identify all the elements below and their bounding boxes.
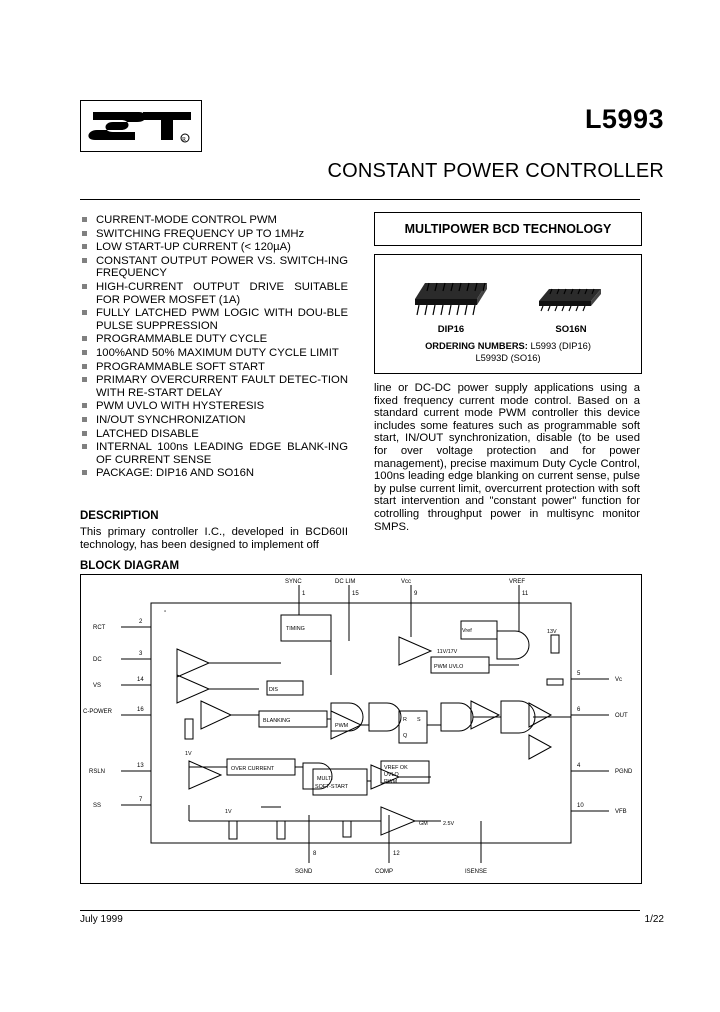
list-item [80,241,348,254]
package-label: SO16N [555,324,587,335]
list-item [80,281,348,306]
bullet-icon [82,444,87,449]
block-label-timing: TIMING [286,626,305,632]
description-left-text: This primary controller I.C., developed in BCD60II technology, has been designed to implement off [80,526,348,551]
bullet-icon [82,364,87,369]
block-label-pwm2: PWM [384,779,398,785]
list-item [80,467,348,480]
pin-num-rsln: 13 [137,763,144,769]
ordering-title: ORDERING NUMBERS: [425,341,528,351]
block-label-r: R [403,717,407,723]
block-label-1v: 1V [185,751,192,757]
ordering-numbers-line2 [375,353,641,363]
block-label-pwm: PWM [335,723,349,729]
bullet-icon [82,403,87,408]
feature-text: PACKAGE: DIP16 AND SO16N [96,467,255,480]
pin-num-vref: 11 [522,591,529,597]
feature-text: SWITCHING FREQUENCY UP TO 1MHz [96,227,305,240]
part-number: L5993 [584,104,664,134]
bullet-icon [82,350,87,355]
bullet-icon [82,431,87,436]
block-label-25v: 2.5V [443,821,455,827]
feature-text: PROGRAMMABLE SOFT START [96,360,265,373]
block-label-1117v: 11V/17V [437,649,458,655]
bullet-icon [82,258,87,263]
block-label-uvlo: UVLO [384,772,399,778]
pin-num-sgnd: 8 [313,851,317,857]
bullet-icon [82,284,87,289]
description-heading: DESCRIPTION [80,510,159,522]
block-label-vref-ok: VREF OK [384,765,408,771]
technology-box [374,212,642,246]
package-label: DIP16 [437,324,465,335]
pin-label-comp: COMP [375,869,393,875]
bullet-icon [82,217,87,222]
pin-label-rsln: RSLN [89,769,106,775]
block-label-s: S [417,717,421,723]
list-item [80,361,348,374]
feature-text: LATCHED DISABLE [96,427,199,440]
ordering-numbers-line1 [375,341,641,351]
list-item [80,400,348,413]
package-so16n [525,273,617,335]
feature-text: 100%AND 50% MAXIMUM DUTY CYCLE LIMIT [96,346,339,359]
pin-num-dc-lim: 15 [352,591,359,597]
pin-label-vfb: VFB [615,809,627,815]
bullet-icon [82,231,87,236]
list-item [80,428,348,441]
block-label-gm: GM [419,821,428,827]
feature-text: INTERNAL 100ns LEADING EDGE BLANK-ING OF CURRENT SENSE [96,441,348,466]
pin-label-vcc: Vcc [401,579,412,585]
feature-text: CONSTANT OUTPUT POWER VS. SWITCH-ING FREQUENCY [96,254,348,280]
pin-num-c-power: 16 [137,707,144,713]
block-label-q: Q [403,733,408,739]
pin-num-vc: 5 [577,671,581,677]
block-label-pwm-uvlo: PWM UVLO [434,664,464,670]
pin-label-c-power: C-POWER [83,709,112,715]
st-logo-icon [87,106,195,146]
page-title: CONSTANT POWER CONTROLLER [327,160,664,182]
list-item [80,414,348,427]
page-sheet [56,22,664,990]
feature-text: PRIMARY OVERCURRENT FAULT DETEC-TION WITH RE-START DELAY [96,374,348,399]
pin-label-pgnd: PGND [615,769,633,775]
st-logo [80,100,202,152]
ordering-value-1: L5993 (DIP16) [527,341,591,351]
pin-label-sync: SYNC [285,579,302,585]
pin-num-vs: 14 [137,677,144,683]
pin-label-vs: VS [93,683,102,689]
list-item [80,374,348,399]
feature-text: IN/OUT SYNCHRONIZATION [96,413,246,426]
list-item [80,347,348,360]
feature-list [80,214,348,481]
bullet-icon [82,377,87,382]
feature-text: HIGH-CURRENT OUTPUT DRIVE SUITABLE FOR POWER MOSFET (1A) [96,280,348,306]
list-item [80,441,348,466]
bullet-icon [82,470,87,475]
pin-num-sync: 1 [302,591,306,597]
technology-label: MULTIPOWER BCD TECHNOLOGY [404,222,612,236]
list-item [80,307,348,332]
block-diagram-heading: BLOCK DIAGRAM [80,560,180,572]
pin-label-vref: VREF [509,579,526,585]
pin-label-isense: ISENSE [465,869,488,875]
list-item [80,333,348,346]
block-diagram-svg [81,575,641,883]
block-label-over-current: OVER CURRENT [231,766,275,772]
so16n-package-icon [525,273,617,319]
ordering-value-2: L5993D (SO16) [475,353,541,363]
pin-num-out: 6 [577,707,581,713]
svg-text:R: R [182,137,187,143]
feature-text: LOW START-UP CURRENT (< 120µA) [96,241,291,254]
pin-label-vc: Vc [615,677,623,683]
bullet-icon [82,336,87,341]
block-label-blanking: BLANKING [263,718,291,724]
block-label-vref: Vref [462,628,472,634]
pin-label-sgnd: SGND [295,869,313,875]
dip16-package-icon [403,269,499,319]
description-right-text: line or DC-DC power supply applications using a fixed frequency current mode control. Based on a standard current mode PWM controller this device includes some features such as programmable soft start, IN/OUT synchronization, disable (to be used for over voltage protection and for power management), precise maximum Duty Cycle Control, 100ns leading edge blanking on current sense, pulse by pulse current limit, overcurrent protection with soft start intervention and "constant power" function for cotrolling throughput power in multisync monitor SMPS. [374,382,640,533]
feature-text: FULLY LATCHED PWM LOGIC WITH DOU-BLE PULSE SUPPRESSION [96,307,348,332]
bullet-icon [82,417,87,422]
package-box [374,254,642,374]
footer-date: July 1999 [80,914,123,925]
pin-label-dc-lim: DC LIM [335,579,356,585]
block-label-1v-b: 1V [225,809,232,815]
block-label-13v: 13V [547,629,557,635]
list-item [80,228,348,241]
pin-num-vcc: 9 [414,591,418,597]
pin-label-dc: DC [93,657,102,663]
title-divider [80,199,640,200]
package-dip16 [403,269,499,335]
pin-num-pgnd: 4 [577,763,581,769]
block-label-multi-soft-start-2: SOFT-START [315,784,349,790]
block-label-multi-soft-start: MULTI [317,776,333,782]
block-label-dis: DIS [269,687,278,693]
feature-text: PWM UVLO WITH HYSTERESIS [96,400,265,413]
footer-page-number: 1/22 [644,914,664,925]
bullet-icon [82,244,87,249]
bullet-icon [82,310,87,315]
feature-text: CURRENT-MODE CONTROL PWM [96,214,277,226]
feature-text: PROGRAMMABLE DUTY CYCLE [96,333,268,346]
pin-label-ss: SS [93,803,102,809]
block-diagram [80,574,642,884]
list-item [80,214,348,227]
pin-num-ss: 7 [139,797,143,803]
pin-label-out: OUT [615,713,628,719]
pin-num-dc: 3 [139,651,143,657]
pin-num-vfb: 10 [577,803,584,809]
pin-num-rct: 2 [139,619,143,625]
pin-num-comp: 12 [393,851,400,857]
list-item [80,255,348,280]
footer-divider [80,910,640,911]
pin-label-rct: RCT [93,625,106,631]
